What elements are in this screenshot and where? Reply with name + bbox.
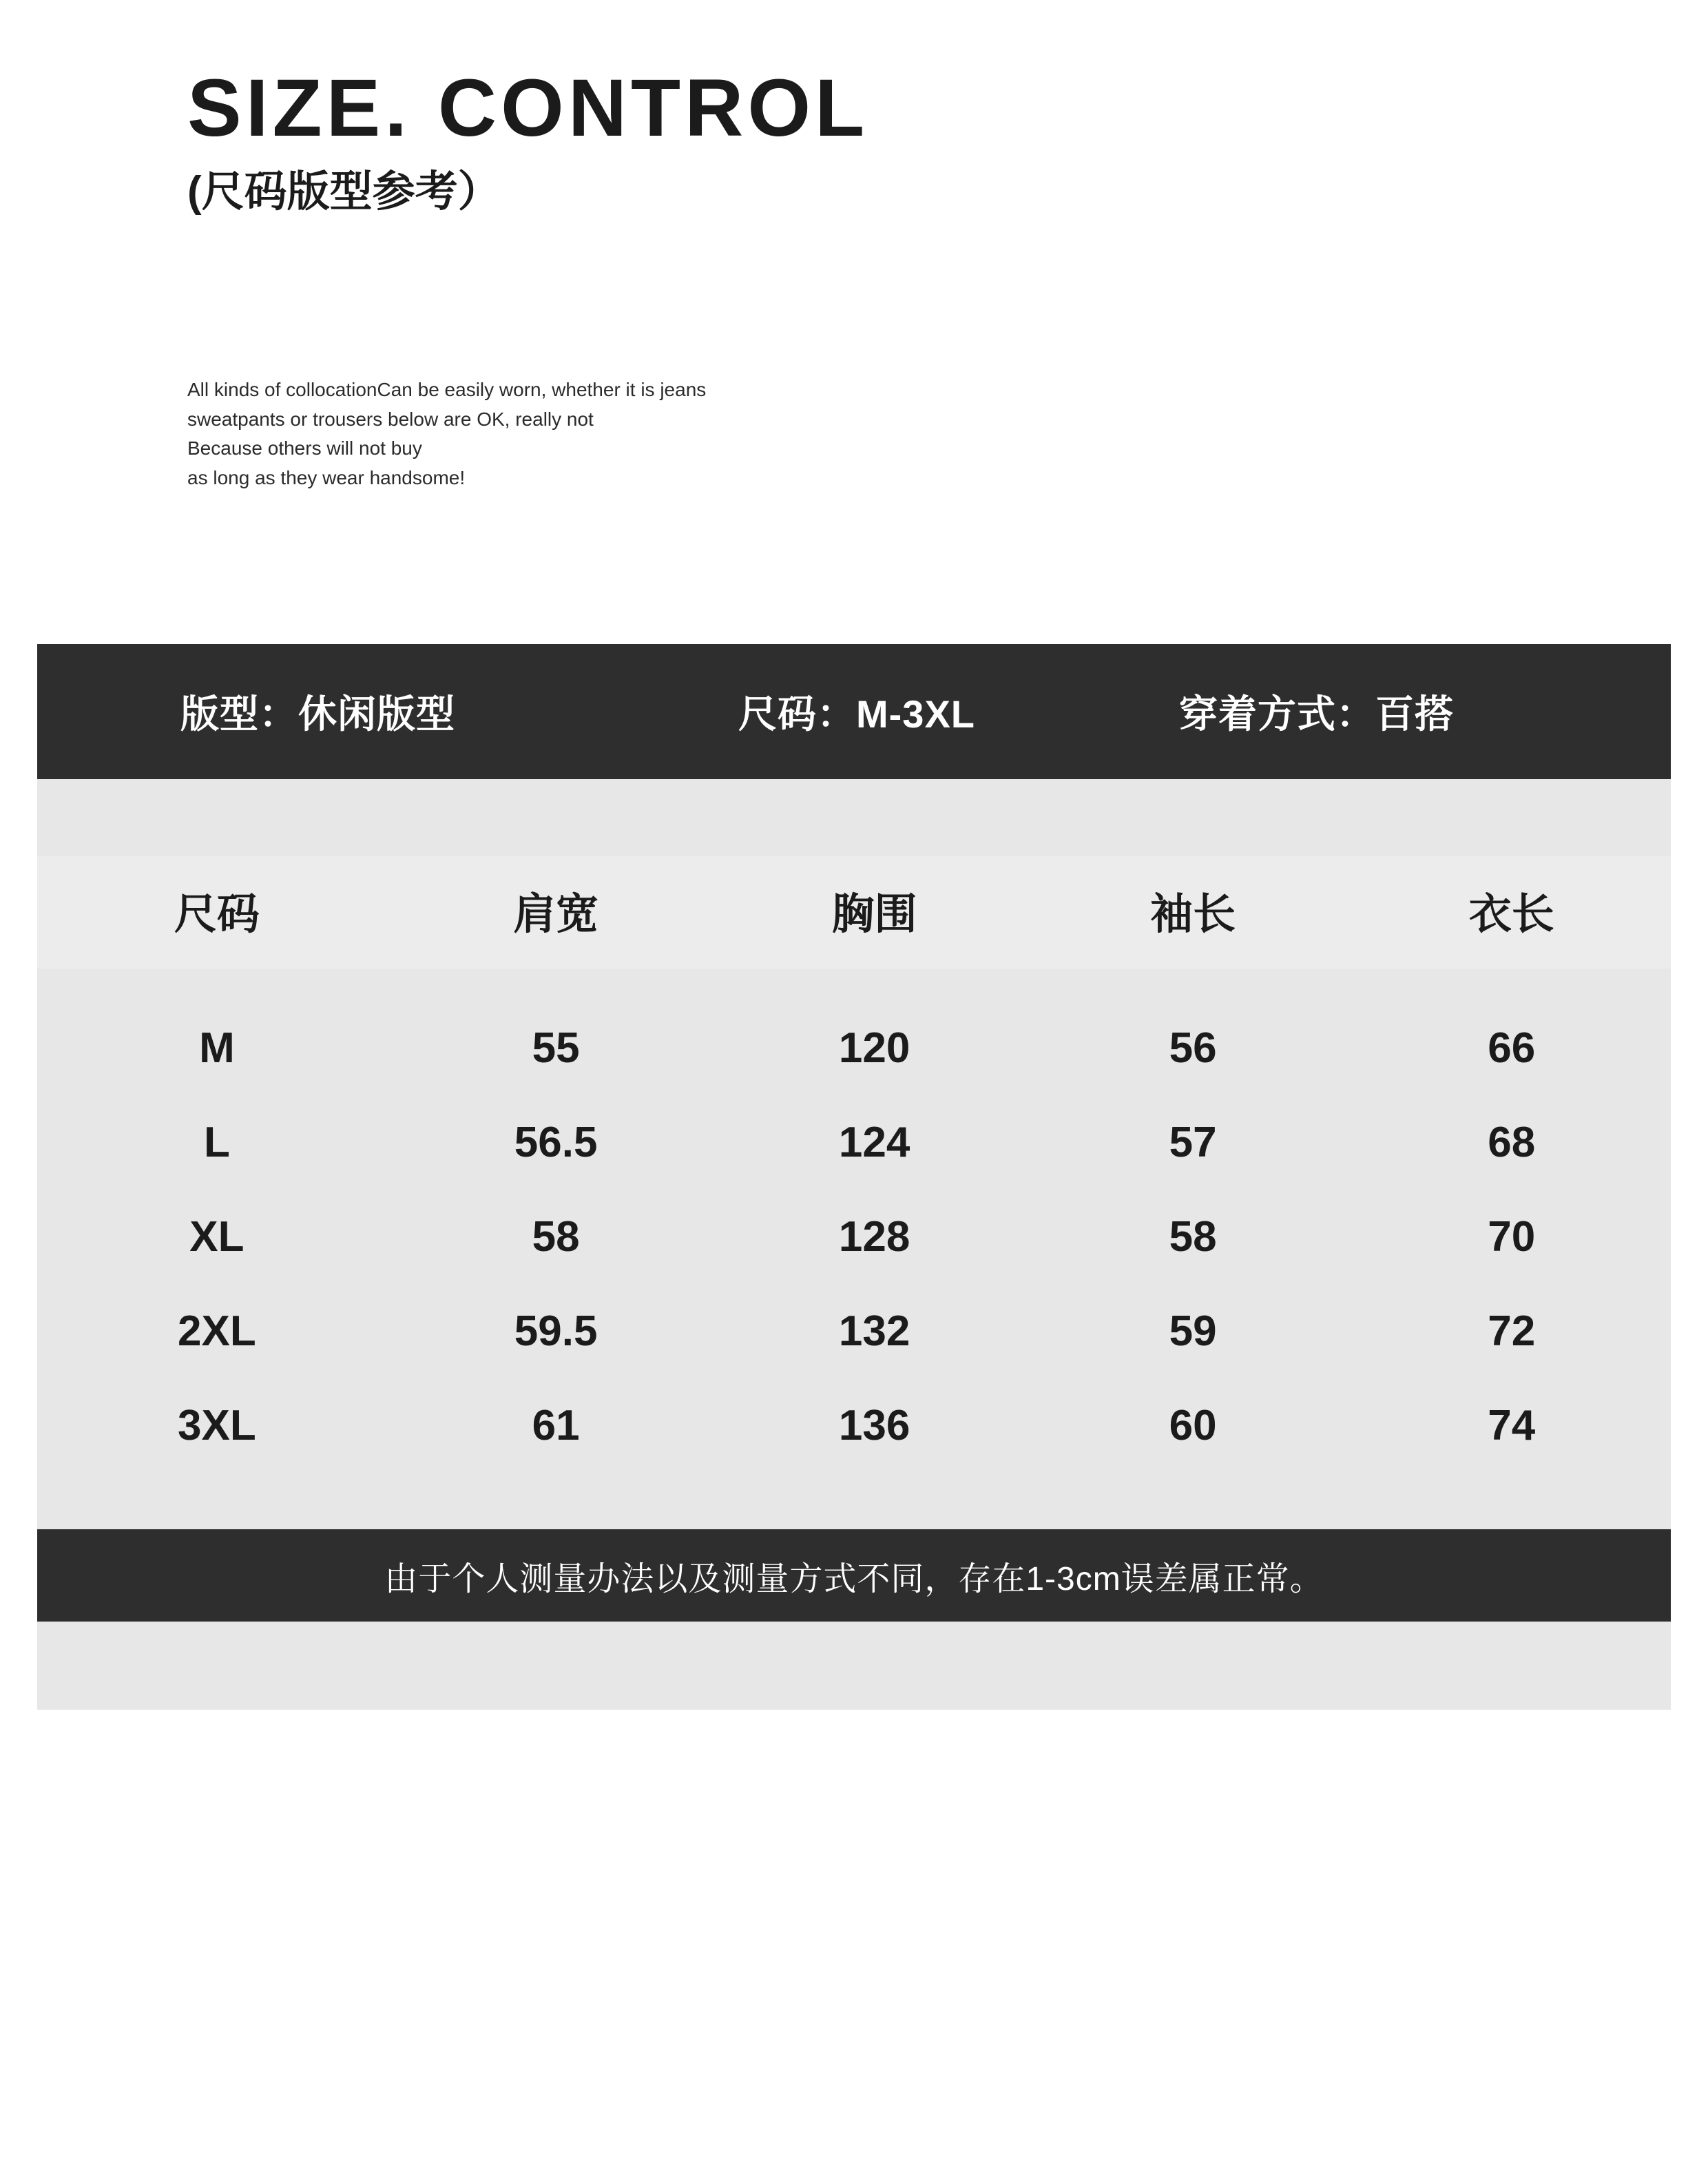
cell-length: 74 (1488, 1402, 1536, 1449)
spec-fit: 版型：休闲版型 (180, 692, 455, 736)
column-header-sleeve: 袖长 (1034, 856, 1353, 969)
size-chart-card (37, 644, 1671, 1710)
table-header-row (37, 856, 1671, 969)
intro-line-3: Because others will not buy (187, 437, 422, 459)
cell-size: 3XL (178, 1402, 256, 1449)
column-header-length: 衣长 (1352, 856, 1671, 969)
column-header-bust: 胸围 (715, 856, 1034, 969)
size-table-body (37, 969, 1671, 1473)
column-header-shoulder: 肩宽 (397, 856, 716, 969)
spec-size-range: 尺码：M-3XL (738, 692, 975, 736)
size-table (37, 856, 1671, 1473)
measurement-note: 由于个人测量办法以及测量方式不同，存在1-3cm误差属正常。 (37, 1529, 1671, 1622)
table-row (37, 1378, 1671, 1473)
cell-sleeve: 56 (1169, 1024, 1217, 1072)
table-row (37, 1095, 1671, 1190)
cell-bust: 132 (838, 1307, 910, 1355)
cell-length: 72 (1488, 1307, 1536, 1355)
table-row (37, 1190, 1671, 1284)
page-title: SIZE. CONTROL (187, 63, 869, 154)
cell-shoulder: 55 (532, 1024, 580, 1072)
cell-sleeve: 57 (1169, 1119, 1217, 1166)
intro-line-4: as long as they wear handsome! (187, 466, 466, 488)
page-subtitle: (尺码版型参考） (187, 167, 501, 216)
cell-size: L (203, 1119, 230, 1166)
cell-size: 2XL (178, 1307, 256, 1355)
cell-bust: 124 (838, 1119, 910, 1166)
spec-wearing-style: 穿着方式：百搭 (1179, 692, 1454, 736)
page-header (187, 63, 1496, 218)
cell-shoulder: 56.5 (514, 1119, 598, 1166)
table-row (37, 1284, 1671, 1378)
column-header-size: 尺码 (37, 856, 397, 969)
cell-shoulder: 59.5 (514, 1307, 598, 1355)
cell-bust: 128 (838, 1213, 910, 1261)
table-row (37, 969, 1671, 1095)
cell-size: M (199, 1024, 235, 1072)
size-table-head (37, 856, 1671, 969)
spec-bar (37, 644, 1671, 779)
cell-sleeve: 59 (1169, 1307, 1217, 1355)
intro-line-2: sweatpants or trousers below are OK, really not (187, 408, 594, 430)
cell-size: XL (189, 1213, 244, 1261)
cell-shoulder: 58 (532, 1213, 580, 1261)
cell-shoulder: 61 (532, 1402, 580, 1449)
cell-length: 68 (1488, 1119, 1536, 1166)
cell-length: 70 (1488, 1213, 1536, 1261)
cell-bust: 120 (838, 1024, 910, 1072)
cell-sleeve: 58 (1169, 1213, 1217, 1261)
footer-strip (37, 1622, 1671, 1710)
intro-paragraph (187, 375, 706, 493)
intro-line-1: All kinds of collocationCan be easily worn, whether it is jeans (187, 379, 707, 400)
cell-length: 66 (1488, 1024, 1536, 1072)
cell-bust: 136 (838, 1402, 910, 1449)
cell-sleeve: 60 (1169, 1402, 1217, 1449)
size-table-container (37, 779, 1671, 1529)
